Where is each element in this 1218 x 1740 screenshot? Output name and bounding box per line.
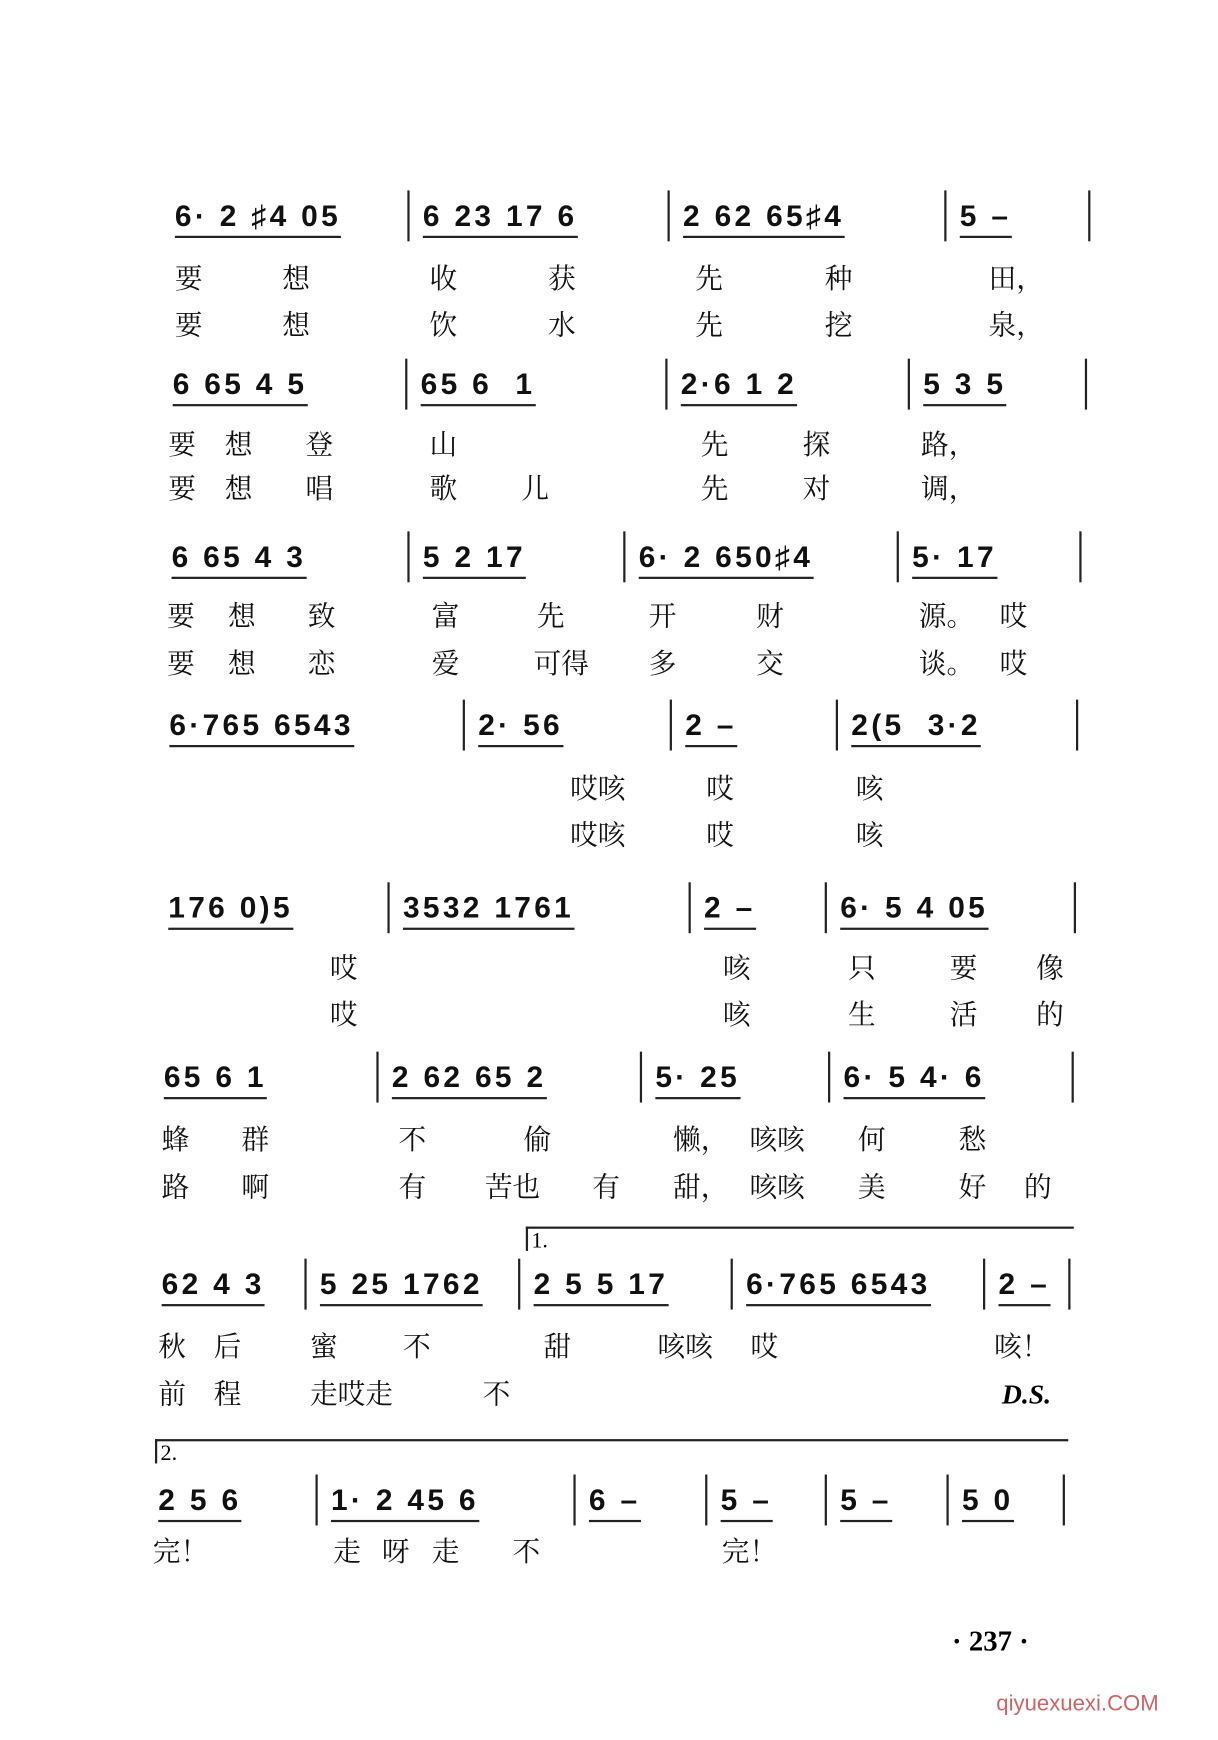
- barline: [1076, 700, 1078, 751]
- lyric-syllable: 呀: [381, 1535, 410, 1568]
- barline: [689, 882, 691, 933]
- barline: [387, 882, 389, 933]
- lyric-syllable: 想: [228, 647, 256, 680]
- measure: 5 –: [840, 1483, 892, 1522]
- measure: 2 5 5 17: [534, 1268, 669, 1307]
- barline: [463, 700, 465, 751]
- lyric-syllable: 哎: [706, 819, 734, 852]
- lyric-syllable: 走: [431, 1535, 460, 1568]
- barline: [376, 1052, 378, 1103]
- lyric-syllable: 咳: [722, 998, 751, 1031]
- lyric-syllable: 走: [333, 1535, 361, 1568]
- barline: [897, 531, 899, 582]
- lyric-syllable: 甜，: [673, 1171, 729, 1204]
- measure: 176 0)5: [168, 891, 293, 930]
- measure: 6· 2 ♯4 05: [175, 199, 341, 238]
- lyric-syllable: 后: [213, 1330, 242, 1363]
- barline: [731, 1259, 733, 1310]
- lyric-syllable: 多: [648, 647, 677, 680]
- lyric-syllable: 苦也: [484, 1171, 541, 1204]
- measure: 2 –: [704, 891, 756, 930]
- barline: [944, 190, 946, 241]
- lyric-syllable: 儿: [521, 472, 550, 505]
- lyric-syllable: 先: [695, 262, 723, 295]
- measure: 5 –: [721, 1483, 773, 1522]
- lyric-syllable: 何: [857, 1123, 886, 1156]
- lyric-syllable: 要: [167, 647, 195, 680]
- measure: 6 65 4 3: [172, 540, 307, 579]
- barline: [670, 700, 672, 751]
- lyric-syllable: 活: [949, 998, 978, 1031]
- lyric-syllable: 收: [429, 262, 458, 295]
- lyric-syllable: 蜜: [309, 1330, 338, 1363]
- barline: [836, 700, 838, 751]
- measure: 6·765 6543: [746, 1268, 930, 1307]
- barline: [623, 531, 625, 582]
- barline: [908, 359, 910, 410]
- page-number: · 237 ·: [952, 1625, 1029, 1658]
- lyric-syllable: 好: [958, 1171, 987, 1204]
- measure: 5 2 17: [423, 540, 526, 579]
- lyric-syllable: 哎: [999, 599, 1028, 633]
- measure: 6·765 6543: [169, 708, 353, 747]
- lyric-syllable: 群: [241, 1123, 270, 1156]
- lyric-syllable: 不: [398, 1123, 427, 1156]
- barline: [828, 1052, 830, 1103]
- lyric-syllable: 源。: [918, 599, 975, 633]
- lyric-syllable: 哎咳: [570, 772, 626, 805]
- measure: 2·6 1 2: [681, 368, 797, 407]
- barline: [304, 1259, 306, 1310]
- lyric-syllable: 咳咳: [749, 1123, 805, 1156]
- barline: [825, 882, 827, 933]
- lyric-syllable: 走哎走: [309, 1378, 394, 1411]
- barline: [983, 1259, 985, 1310]
- lyric-syllable: 像: [1036, 952, 1064, 985]
- barline: [946, 1475, 948, 1526]
- lyric-syllable: 登: [305, 428, 334, 461]
- lyric-syllable: 想: [224, 472, 253, 505]
- lyric-syllable: 想: [224, 428, 253, 461]
- measure: 5· 25: [655, 1061, 740, 1100]
- lyric-syllable: 田，: [988, 262, 1044, 295]
- lyric-syllable: 程: [213, 1378, 242, 1411]
- watermark: qiyuexuexi.COM: [996, 1691, 1159, 1716]
- lyric-syllable: 哎: [329, 998, 358, 1031]
- measure: 2(5 3·2: [851, 708, 981, 747]
- lyric-syllable: 财: [756, 599, 784, 633]
- lyric-syllable: 有: [398, 1171, 427, 1204]
- lyric-syllable: 咳: [855, 819, 884, 852]
- lyric-syllable: 要: [167, 599, 195, 633]
- lyric-syllable: 要: [168, 428, 196, 461]
- measure: 1· 2 45 6: [331, 1483, 479, 1522]
- lyric-syllable: 咳: [855, 772, 884, 805]
- measure: 5 25 1762: [320, 1268, 483, 1307]
- lyric-syllable: 谈。: [918, 647, 975, 680]
- lyric-syllable: 啊: [241, 1171, 270, 1204]
- lyric-syllable: 歌: [429, 472, 458, 505]
- lyric-syllable: 要: [174, 262, 203, 295]
- lyric-syllable: 前: [158, 1378, 186, 1411]
- lyric-syllable: 探: [802, 428, 831, 461]
- lyric-syllable: 秋: [158, 1330, 186, 1363]
- lyric-syllable: 的: [1036, 998, 1064, 1031]
- measure: 5 3 5: [923, 368, 1006, 407]
- lyric-syllable: 调，: [921, 472, 977, 505]
- measure: 2· 56: [478, 708, 563, 747]
- lyric-syllable: 富: [431, 599, 460, 633]
- lyric-syllable: 先: [695, 308, 723, 341]
- measure: 65 6 1: [164, 1061, 267, 1100]
- measure: 2 –: [999, 1268, 1051, 1307]
- lyric-syllable: 有: [592, 1171, 620, 1204]
- barline: [1074, 882, 1076, 933]
- lyric-syllable: 唱: [305, 472, 334, 505]
- lyric-syllable: 生: [847, 998, 876, 1031]
- measure: 2 –: [685, 708, 737, 747]
- measure: 6· 5 4· 6: [844, 1061, 985, 1100]
- lyric-syllable: 偷: [523, 1123, 552, 1156]
- lyric-syllable: 的: [1023, 1171, 1052, 1204]
- lyric-syllable: 哎: [750, 1330, 779, 1363]
- lyric-syllable: 先: [700, 428, 729, 461]
- lyric-syllable: 路，: [921, 428, 977, 461]
- lyric-syllable: 哎: [329, 952, 358, 985]
- barline: [407, 531, 409, 582]
- barline: [1079, 531, 1081, 582]
- measure: 3532 1761: [403, 891, 574, 930]
- barline: [405, 359, 407, 410]
- lyric-syllable: 饮: [429, 308, 458, 341]
- measure: 6 –: [589, 1483, 641, 1522]
- lyric-syllable: 想: [282, 262, 310, 295]
- lyric-syllable: 先: [700, 472, 729, 505]
- barline: [705, 1475, 707, 1526]
- barline: [668, 190, 670, 241]
- lyric-syllable: 恋: [307, 647, 336, 680]
- measure: 6· 2 650♯4: [639, 540, 813, 579]
- lyric-syllable: 要: [949, 952, 978, 985]
- lyric-syllable: 不: [512, 1535, 541, 1568]
- lyric-syllable: 交: [756, 647, 784, 680]
- measure: 62 4 3: [162, 1268, 265, 1307]
- lyric-syllable: 对: [802, 472, 831, 505]
- lyric-syllable: 要: [174, 308, 203, 341]
- lyric-syllable: 种: [824, 262, 853, 295]
- lyric-syllable: 只: [847, 952, 876, 985]
- lyric-syllable: 甜: [543, 1330, 572, 1363]
- lyric-syllable: 哎: [999, 647, 1028, 680]
- lyric-syllable: 完！: [152, 1535, 209, 1568]
- lyric-syllable: 咳咳: [657, 1330, 713, 1363]
- barline: [407, 190, 409, 241]
- lyric-syllable: 咳！: [994, 1330, 1050, 1363]
- lyric-syllable: 获: [547, 262, 576, 295]
- barline: [1068, 1259, 1070, 1310]
- lyric-syllable: 泉，: [988, 308, 1044, 341]
- lyric-syllable: 要: [168, 472, 196, 505]
- measure: 65 6 1: [421, 368, 536, 407]
- barline: [1063, 1475, 1065, 1526]
- lyric-syllable: 咳: [722, 952, 751, 985]
- lyric-syllable: 哎咳: [570, 819, 626, 852]
- barline: [640, 1052, 642, 1103]
- lyric-syllable: 愁: [958, 1123, 987, 1156]
- lyric-syllable: 水: [547, 308, 576, 341]
- measure: 2 62 65♯4: [683, 199, 844, 238]
- lyric-syllable: 咳咳: [749, 1171, 805, 1204]
- barline: [518, 1259, 520, 1310]
- barline: [315, 1475, 317, 1526]
- measure: 5 0: [962, 1483, 1014, 1522]
- lyric-syllable: 不: [402, 1330, 431, 1363]
- lyric-syllable: 致: [307, 599, 336, 633]
- lyric-syllable: 开: [648, 599, 677, 633]
- lyric-syllable: 山: [429, 428, 458, 461]
- lyric-syllable: 可得: [533, 647, 589, 680]
- lyric-syllable: 想: [228, 599, 256, 633]
- lyric-syllable: 懒，: [673, 1123, 729, 1156]
- measure: 5· 17: [912, 540, 997, 579]
- lyric-syllable: 爱: [431, 647, 460, 680]
- measure: 2 5 6: [158, 1483, 241, 1522]
- volta-1: 1.: [526, 1227, 1074, 1251]
- lyric-syllable: 挖: [824, 308, 853, 341]
- barline: [1072, 1052, 1074, 1103]
- measure: 6 65 4 5: [173, 368, 308, 407]
- barline: [825, 1475, 827, 1526]
- dal-segno-mark: D.S.: [1001, 1380, 1052, 1411]
- measure: 2 62 65 2: [392, 1061, 547, 1100]
- barline: [1085, 359, 1087, 410]
- measure: 5 –: [960, 199, 1012, 238]
- barline: [1088, 190, 1090, 241]
- lyric-syllable: 蜂: [161, 1123, 190, 1156]
- lyric-syllable: 路: [161, 1171, 190, 1204]
- lyric-syllable: 美: [857, 1171, 886, 1204]
- lyric-syllable: 哎: [706, 772, 734, 805]
- barline: [573, 1475, 575, 1526]
- measure: 6 23 17 6: [423, 199, 578, 238]
- lyric-syllable: 不: [482, 1378, 511, 1411]
- lyric-syllable: 先: [536, 599, 565, 633]
- volta-2: 2.: [155, 1439, 1068, 1463]
- barline: [665, 359, 667, 410]
- lyric-syllable: 想: [282, 308, 310, 341]
- measure: 6· 5 4 05: [840, 891, 988, 930]
- lyric-syllable: 完！: [721, 1535, 778, 1568]
